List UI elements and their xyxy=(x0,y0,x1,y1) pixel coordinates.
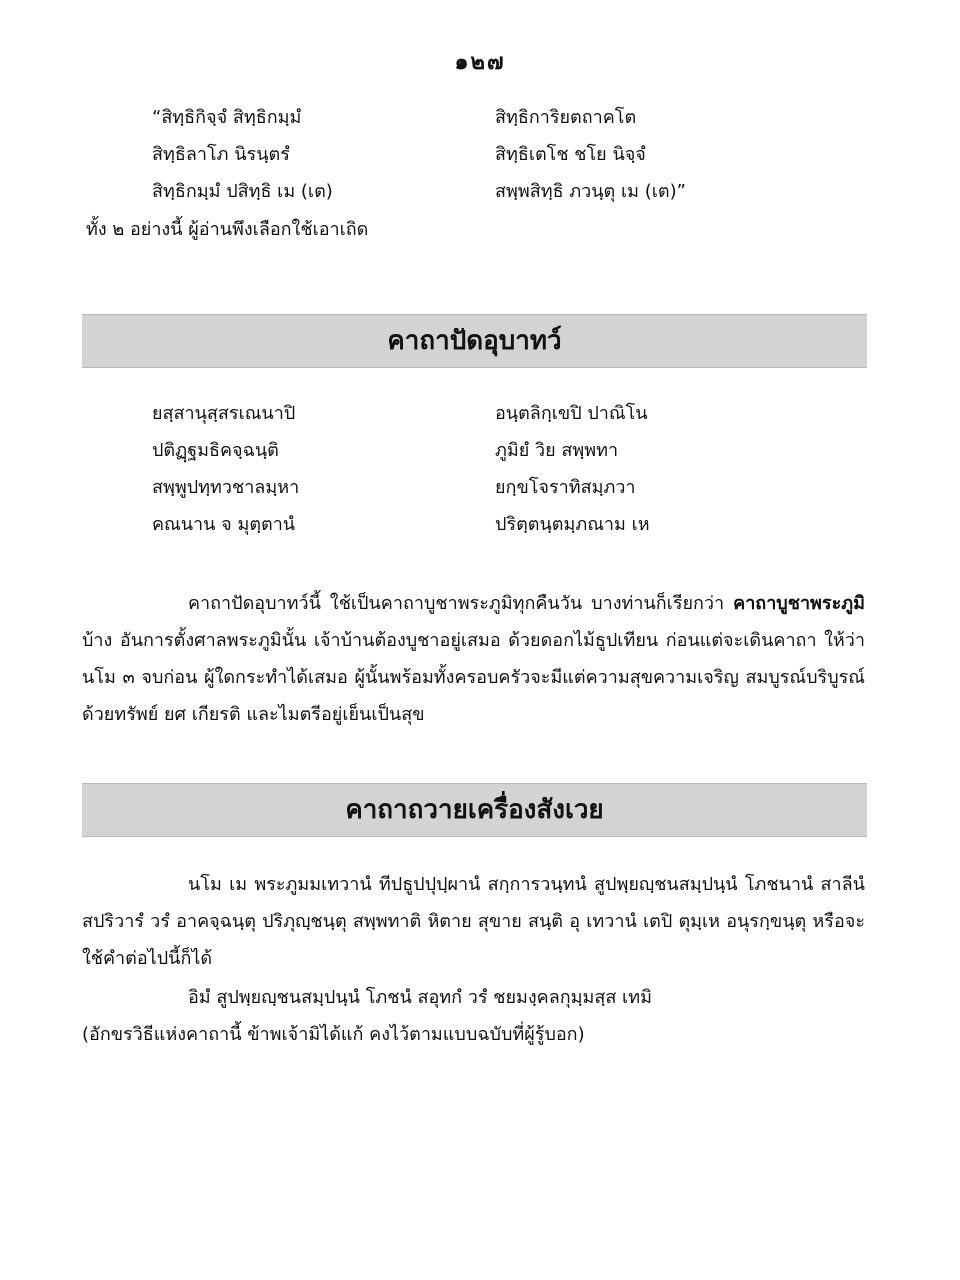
blessing-verse xyxy=(0,102,960,213)
offering-text: นโม เม พระภูมมเทวานํ ทีปธูปปุปฺผานํ สกฺการวนฺทนํ สูปพฺยญฺชนสมฺปนฺนํ โภชนานํ สาลีนํ สปริวารํ วรํ อาคจฺฉนฺตุ ปริภุญฺชนฺตุ สพฺพทาติ หิตาย สุขาย สนฺติ อุ เทวานํ เตปิ ตุมฺเห อนุรกฺขนฺตุ หรือจะใช้คำต่อไปนี้ก็ได้ xyxy=(82,874,865,969)
verse-line-left: สิทฺธิกมฺมํ ปสิทฺธิ เม (เต) xyxy=(152,181,333,202)
verse-line xyxy=(0,509,960,546)
verse-line xyxy=(0,139,960,176)
offering-alternative xyxy=(82,979,865,1016)
verse-line-right: อนฺตลิกฺเขปิ ปาณิโน xyxy=(495,403,648,424)
pad-ubat-description xyxy=(82,585,865,733)
verse-line-right: ภูมิยํ วิย สพฺพทา xyxy=(495,440,619,461)
verse-line-right: ยกฺขโจราทิสมฺภวา xyxy=(495,477,636,498)
offering-paragraph xyxy=(82,866,865,977)
section-banner-pad-ubat xyxy=(82,314,867,368)
description-text: บ้าง อันการตั้งศาลพระภูมินั้น เจ้าบ้านต้องบูชาอยู่เสมอ ด้วยดอกไม้ธูปเทียน ก่อนแต่จะเดินคาถา ให้ว่า นโม ๓ จบก่อน ผู้ใดกระทำได้เสมอ ผู้นั้นพร้อมทั้งครอบครัวจะมีแต่ความสุขความเจริญ สมบูรณ์บริบูรณ์ด้วยทรัพย์ ยศ เกียรติ และไมตรีอยู่เย็นเป็นสุข xyxy=(82,630,865,725)
section-banner-offering xyxy=(82,783,867,837)
verse-line-right: สิทฺธิการิยตถาคโต xyxy=(495,107,637,128)
verse-line-right: สพฺพสิทฺธิ ภวนฺตุ เม (เต)” xyxy=(495,181,686,202)
verse-line-left: สิทฺธิลาโภ นิรนฺตรํ xyxy=(152,144,290,165)
verse-line-right: สิทฺธิเตโช ชโย นิจฺจํ xyxy=(495,144,646,165)
verse-line-left: ยสฺสานุสฺสรเณนาปิ xyxy=(152,403,296,424)
offering-alt-text: อิมํ สูปพฺยญฺชนสมฺปนฺนํ โภชนํ สอุทกํ วรํ ชยมงฺคลกุมฺมสฺส เทมิ xyxy=(188,987,652,1008)
verse-line-left: สพฺพูปทฺทวชาลมฺหา xyxy=(152,477,300,498)
spelling-note: (อักขรวิธีแห่งคาถานี้ ข้าพเจ้ามิได้แก้ คงไว้ตามแบบฉบับที่ผู้รู้บอก) xyxy=(82,1024,585,1045)
page-number: ๑๒๗ xyxy=(454,50,506,75)
verse-line xyxy=(0,176,960,213)
verse-line-left: คณนาน จ มุตฺตานํ xyxy=(152,514,296,535)
verse-line xyxy=(0,398,960,435)
verse-line xyxy=(0,472,960,509)
choice-note: ทั้ง ๒ อย่างนี้ ผู้อ่านพึงเลือกใช้เอาเถิด xyxy=(86,219,369,240)
verse-line-left: ปติฏฺฐมธิคจฺฉนฺติ xyxy=(152,440,279,461)
pad-ubat-verse xyxy=(0,398,960,546)
description-text: คาถาปัดอุบาทว์นี้ ใช้เป็นคาถาบูชาพระภูมิทุกคืนวัน บางท่านก็เรียกว่า xyxy=(188,593,734,614)
verse-line xyxy=(0,435,960,472)
description-bold-term: คาถาบูชาพระภูมิ xyxy=(733,593,865,614)
verse-line-right: ปริตฺตนฺตมฺภณาม เห xyxy=(495,514,650,535)
verse-line-left: “สิทฺธิกิจฺจํ สิทฺธิกมฺมํ xyxy=(152,107,302,128)
verse-line xyxy=(0,102,960,139)
section-title: คาถาถวายเครื่องสังเวย xyxy=(345,795,604,825)
section-title: คาถาปัดอุบาทว์ xyxy=(387,326,562,356)
